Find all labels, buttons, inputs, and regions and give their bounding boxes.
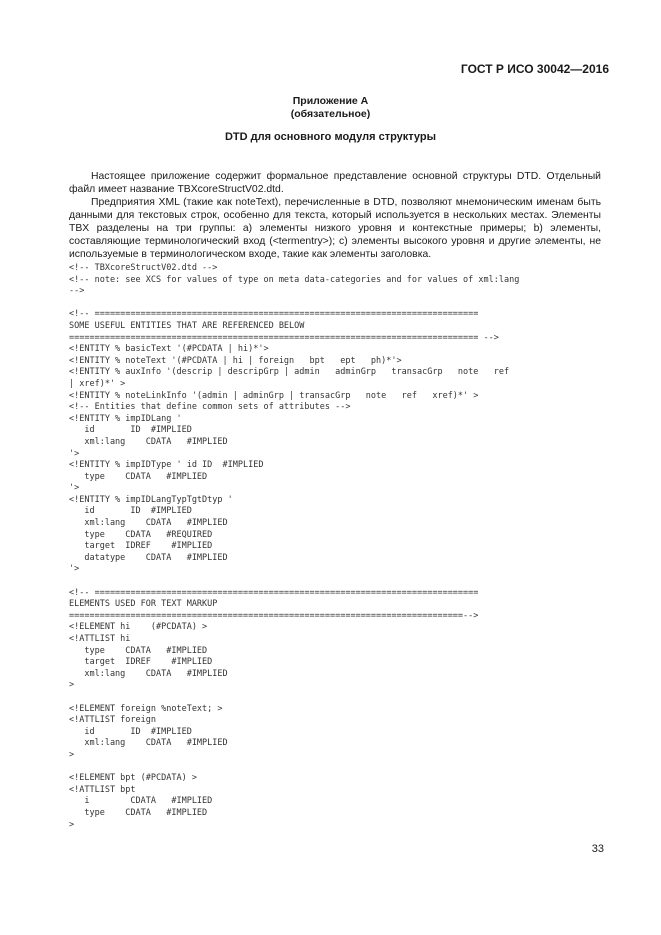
code-line: target IDREF #IMPLIED xyxy=(69,541,213,552)
annex-heading: DTD для основного модуля структуры xyxy=(224,131,437,143)
code-line: <!ATTLIST bpt xyxy=(69,784,136,795)
code-line: id ID #IMPLIED xyxy=(69,506,192,517)
code-line: | xref)*' > xyxy=(69,378,126,389)
code-line xyxy=(69,762,519,774)
code-line: type CDATA #REQUIRED xyxy=(69,529,213,540)
code-line: ================================================================================ --> xyxy=(69,332,499,343)
code-line: xml:lang CDATA #IMPLIED xyxy=(69,668,228,679)
code-line: i CDATA #IMPLIED xyxy=(69,796,213,807)
code-line: id ID #IMPLIED xyxy=(69,425,192,436)
code-line: <!ATTLIST hi xyxy=(69,634,131,644)
code-line: <!ENTITY % noteLinkInfo '(admin | adminGrp | transacGrp note ref xref)*' > xyxy=(69,390,479,401)
code-line: <!ELEMENT hi (#PCDATA) > xyxy=(69,622,208,633)
dtd-code-block xyxy=(69,263,519,831)
code-line: =============================================================================--> xyxy=(69,610,479,621)
code-line: <!-- Entities that define common sets of attributes --> xyxy=(69,402,351,413)
code-line: <!ENTITY % impIDLang ' xyxy=(69,413,182,424)
code-line: ELEMENTS USED FOR TEXT MARKUP xyxy=(69,599,218,610)
standard-header: ГОСТ Р ИСО 30042—2016 xyxy=(460,62,609,76)
code-line: <!-- =========================================================================== xyxy=(69,587,479,598)
code-line: <!-- note: see XCS for values of type on meta data-categories and for values of xml:lang xyxy=(69,274,520,285)
code-line xyxy=(69,298,519,310)
code-line xyxy=(69,692,519,704)
code-line: > xyxy=(69,680,75,691)
annex-title: Приложение А xyxy=(292,95,369,107)
code-line: type CDATA #IMPLIED xyxy=(69,471,208,482)
code-line: <!ELEMENT foreign %noteText; > xyxy=(69,703,223,714)
paragraph-entities: Предприятия XML (такие как noteText), перечисленные в DTD, позволяют мнемоническим именам быть данными для текстовых строк, особенно для текста, который используется в нескольких местах. Элементы TBX разделены на три группы: a) элементы низкого уровня и контекстные примеры; b) элементы, составляющие терминологический вход (<termentry>); c) элементы высокого уровня и другие элементы, не используемые в терминологическом входе, такие как элементы заголовка. xyxy=(69,197,601,260)
code-line: <!-- TBXcoreStructV02.dtd --> xyxy=(69,263,218,273)
code-line xyxy=(69,576,519,588)
code-line: <!ENTITY % noteText '(#PCDATA | hi | foreign bpt ept ph)*'> xyxy=(69,355,402,366)
code-line: xml:lang CDATA #IMPLIED xyxy=(69,436,228,447)
code-line: > xyxy=(69,819,75,830)
code-line: xml:lang CDATA #IMPLIED xyxy=(69,518,228,529)
code-line: <!ENTITY % auxInfo '(descrip | descripGrp | admin adminGrp transacGrp note ref xyxy=(69,367,510,378)
code-line: target IDREF #IMPLIED xyxy=(69,657,213,668)
code-line: SOME USEFUL ENTITIES THAT ARE REFERENCED BELOW xyxy=(69,320,305,331)
code-line: <!ENTITY % basicText '(#PCDATA | hi)*'> xyxy=(69,344,269,355)
code-line: '> xyxy=(69,483,80,494)
paragraph-intro: Настоящее приложение содержит формальное представление основной структуры DTD. Отдельный файл имеет название TBXcoreStructV02.dtd. xyxy=(69,171,601,195)
code-line: '> xyxy=(69,564,80,575)
code-line: xml:lang CDATA #IMPLIED xyxy=(69,738,228,749)
code-line: type CDATA #IMPLIED xyxy=(69,645,208,656)
code-line: --> xyxy=(69,286,85,297)
code-line: <!ENTITY % impIDLangTypTgtDtyp ' xyxy=(69,494,233,505)
code-line: <!ATTLIST foreign xyxy=(69,715,156,726)
annex-status: (обязательное) xyxy=(290,108,371,120)
code-line: > xyxy=(69,749,75,760)
code-line: <!ENTITY % impIDType ' id ID #IMPLIED xyxy=(69,460,264,471)
code-line: '> xyxy=(69,448,80,459)
code-line: <!-- =========================================================================== xyxy=(69,309,479,320)
code-line: datatype CDATA #IMPLIED xyxy=(69,552,228,563)
code-line: type CDATA #IMPLIED xyxy=(69,807,208,818)
page-number: 33 xyxy=(591,843,604,855)
code-line: id ID #IMPLIED xyxy=(69,726,192,737)
code-line: <!ELEMENT bpt (#PCDATA) > xyxy=(69,773,197,784)
